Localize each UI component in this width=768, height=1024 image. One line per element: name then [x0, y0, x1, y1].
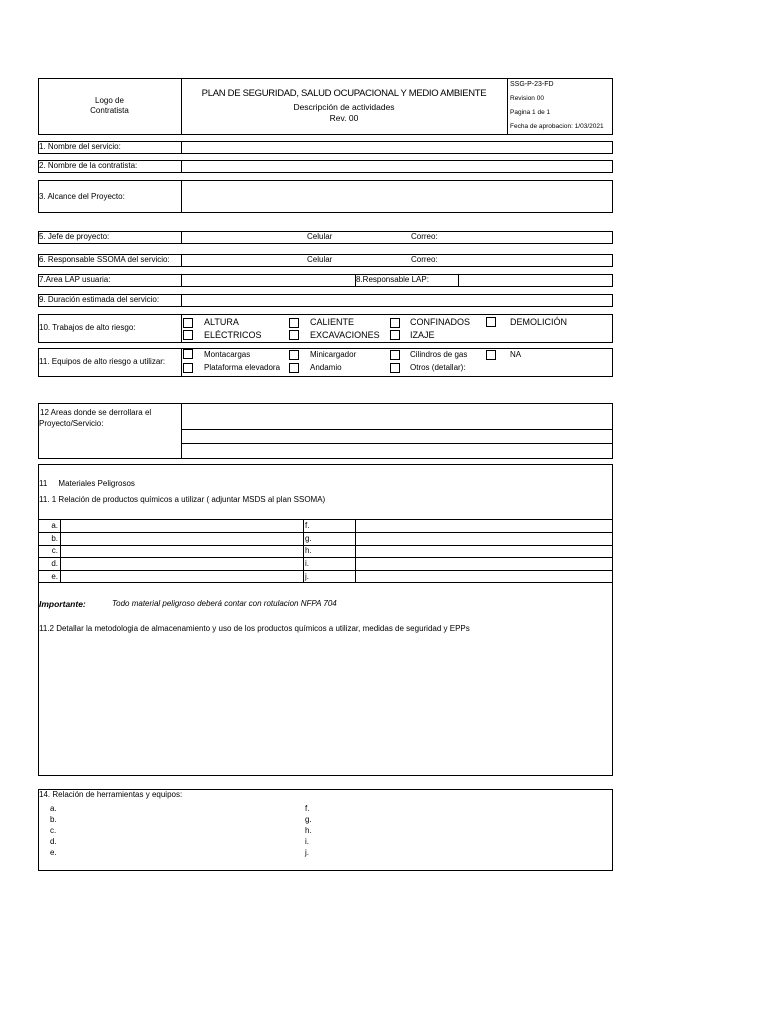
- service-name-input[interactable]: [182, 142, 612, 153]
- tool-row-c: c.: [50, 826, 57, 835]
- checkbox-electricos[interactable]: [183, 330, 193, 340]
- checkbox-montacargas[interactable]: [183, 349, 193, 359]
- tools-title: 14. Relación de herramientas y equipos:: [39, 790, 183, 799]
- chem-row-j: j.: [305, 572, 309, 581]
- chem-row-f: f.: [305, 521, 310, 530]
- doc-code: SSG-P-23-FD: [510, 81, 554, 88]
- option-electricos: ELÉCTRICOS: [204, 330, 262, 340]
- duration-label: 9. Duración estimada del servicio:: [39, 295, 160, 304]
- checkbox-na[interactable]: [486, 350, 496, 360]
- doc-revision: Revision 00: [510, 95, 544, 102]
- project-lead-email-label: Correo:: [411, 232, 438, 241]
- service-name-label: 1. Nombre del servicio:: [39, 142, 121, 151]
- chem-row-e: e.: [51, 572, 58, 581]
- option-plataforma: Plataforma elevadora: [204, 363, 281, 372]
- tool-row-e: e.: [50, 848, 57, 857]
- checkbox-confinados[interactable]: [390, 318, 400, 328]
- tool-row-a: a.: [50, 804, 57, 813]
- chem-row-h: h.: [305, 546, 312, 555]
- tool-row-h: h.: [305, 826, 312, 835]
- materials-subtitle: 11. 1 Relación de productos químicos a utilizar ( adjuntar MSDS al plan SSOMA): [39, 495, 326, 504]
- materials-title: 11 Materiales Peligrosos: [39, 479, 135, 488]
- area-lap-row: [38, 274, 613, 287]
- areas-label-line1: 12 Areas donde se derrollara el: [40, 408, 152, 417]
- chem-row-b: b.: [51, 534, 58, 543]
- option-izaje: IZAJE: [410, 330, 435, 340]
- important-text: Todo material peligroso deberá contar con rotulacion NFPA 704: [112, 599, 337, 608]
- tool-row-d: d.: [50, 837, 57, 846]
- doc-page: Pagina 1 de 1: [510, 109, 551, 116]
- chem-row-a: a.: [51, 521, 58, 530]
- option-altura: ALTURA: [204, 317, 239, 327]
- lap-resp-label: 8.Responsable LAP:: [356, 275, 429, 284]
- form-title: PLAN DE SEGURIDAD, SALUD OCUPACIONAL Y MEDIO AMBIENTE: [201, 88, 487, 99]
- option-andamio: Andamio: [310, 363, 342, 372]
- storage-input[interactable]: [40, 638, 611, 774]
- chemicals-table: [38, 519, 613, 583]
- checkbox-excavaciones[interactable]: [289, 330, 299, 340]
- tool-row-b: b.: [50, 815, 57, 824]
- option-caliente: CALIENTE: [310, 317, 355, 327]
- checkbox-caliente[interactable]: [289, 318, 299, 328]
- option-confinados: CONFINADOS: [410, 317, 471, 327]
- checkbox-izaje[interactable]: [390, 330, 400, 340]
- option-demolicion: DEMOLICIÓN: [510, 317, 568, 327]
- high-risk-label: 10. Trabajos de alto riesgo:: [39, 323, 136, 332]
- contractor-name-label: 2. Nombre de la contratista:: [39, 161, 138, 170]
- ssoma-lead-label: 6. Responsable SSOMA del servicio:: [39, 255, 170, 264]
- tool-row-f: f.: [305, 804, 310, 813]
- storage-label: 11.2 Detallar la metodologia de almacenamiento y uso de los productos químicos a utilizar, medidas de seguridad y EPPs: [39, 624, 470, 633]
- tools-box: [38, 789, 613, 871]
- form-subtitle: Descripción de actividades: [293, 102, 395, 112]
- chem-row-c: c.: [51, 546, 58, 555]
- checkbox-otros[interactable]: [390, 363, 400, 373]
- option-na: NA: [510, 350, 522, 359]
- logo-line1: Logo de: [95, 96, 124, 105]
- high-risk-options: [182, 315, 612, 342]
- project-lead-label: 5. Jefe de proyecto:: [39, 232, 110, 241]
- checkbox-plataforma[interactable]: [183, 363, 193, 373]
- checkbox-minicargador[interactable]: [289, 350, 299, 360]
- option-minicargador: Minicargador: [310, 350, 357, 359]
- option-montacargas: Montacargas: [204, 350, 251, 359]
- checkbox-demolicion[interactable]: [486, 317, 496, 327]
- tool-row-j: j.: [305, 848, 309, 857]
- scope-label: 3. Alcance del Proyecto:: [39, 192, 125, 201]
- chem-row-g: g.: [305, 534, 312, 543]
- area-lap-label: 7.Area LAP usuaria:: [39, 275, 111, 284]
- checkbox-cilindros[interactable]: [390, 350, 400, 360]
- checkbox-altura[interactable]: [183, 318, 193, 328]
- option-otros: Otros (detallar):: [410, 363, 466, 372]
- form-revision-label: Rev. 00: [329, 113, 359, 123]
- tool-row-g: g.: [305, 815, 312, 824]
- doc-approval-date: Fecha de aprobacion: 1/03/2021: [510, 123, 604, 130]
- chem-row-i: i.: [305, 559, 309, 568]
- equipment-label: 11. Equipos de alto riesgo a utilizar:: [39, 357, 166, 366]
- checkbox-andamio[interactable]: [289, 363, 299, 373]
- important-label: Importante:: [39, 599, 86, 609]
- logo-line2: Contratista: [90, 106, 129, 115]
- option-excavaciones: EXCAVACIONES: [310, 330, 380, 340]
- scope-input[interactable]: [182, 181, 612, 212]
- project-lead-cell-label: Celular: [307, 232, 333, 241]
- areas-label-line2: Proyecto/Servicio:: [39, 419, 104, 428]
- equipment-options: [182, 349, 612, 376]
- chem-row-d: d.: [51, 559, 58, 568]
- option-cilindros: Cilindros de gas: [410, 350, 468, 359]
- tool-row-i: i.: [305, 837, 309, 846]
- ssoma-cell-label: Celular: [307, 255, 333, 264]
- ssoma-email-label: Correo:: [411, 255, 438, 264]
- contractor-name-input[interactable]: [182, 161, 612, 172]
